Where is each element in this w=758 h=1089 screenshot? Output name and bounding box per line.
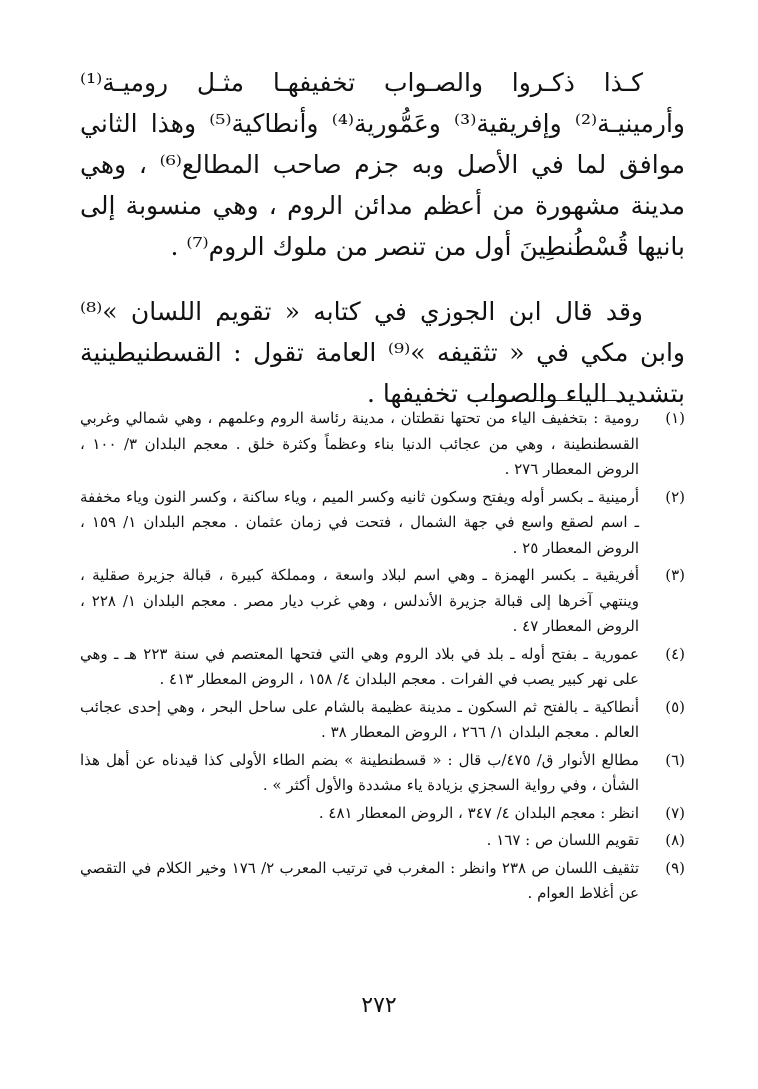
footnote-number: (٤) xyxy=(665,644,685,663)
footnote xyxy=(80,748,685,799)
footnote-separator xyxy=(473,400,678,401)
body-paragraph-1: كـذا ذكـروا والصـواب تخفيفهـا مثـل روميـة⁽¹⁾ وأرمينيـة⁽²⁾ وإفريقية⁽³⁾ وعَمُّورية⁽⁴⁾ وأنطاكية⁽⁵⁾ وهذا الثاني موافق لما في الأصل وبه جزم صاحب المطالع⁽⁶⁾ ، وهي مدينة مشهورة من أعظم مدائن الروم ، وهي منسوبة إلى بانيها قُسْطُنطِينَ أول من تنصر من ملوك الروم⁽⁷⁾ . xyxy=(80,68,685,261)
footnote xyxy=(80,406,685,483)
body-paragraph-2: وقد قال ابن الجوزي في كتابه « تقويم اللسان »⁽⁸⁾ وابن مكي في « تثقيفه »⁽⁹⁾ العامة تقول : القسطنيطينية بتشديد الياء والصواب تخفيفها . xyxy=(80,297,685,408)
footnote-text: تثقيف اللسان ص ٢٣٨ وانظر : المغرب في ترتيب المعرب ٢/ ١٧٦ وخير الكلام في التقصي عن أغلاط العوام . xyxy=(80,858,640,902)
footnote-text: أرمينية ـ بكسر أوله ويفتح وسكون ثانيه وكسر الميم ، وياء ساكنة ، وكسر النون وياء مخففة ـ اسم لصقع واسع في جهة الشمال ، فتحت في زمان عثمان . معجم البلدان ١/ ١٥٩ ، الروض المعطار ٢٥ . xyxy=(80,487,640,557)
footnote xyxy=(80,485,685,562)
footnote-number: (٥) xyxy=(665,697,685,716)
footnote xyxy=(80,856,685,907)
footnote-number: (٧) xyxy=(665,803,685,822)
footnote-number: (٩) xyxy=(665,858,685,877)
footnote-number: (٦) xyxy=(665,750,685,769)
footnotes xyxy=(80,406,685,909)
footnote-number: (٢) xyxy=(665,487,685,506)
footnote-number: (٨) xyxy=(665,831,685,849)
footnote xyxy=(80,642,685,693)
footnote-number: (١) xyxy=(665,409,685,427)
footnote xyxy=(80,563,685,640)
footnote-text: تقويم اللسان ص : ١٦٧ . xyxy=(486,831,639,849)
footnote xyxy=(80,695,685,746)
footnote xyxy=(80,828,685,854)
footnote-number: (٣) xyxy=(665,566,685,584)
footnote-text: أفريقية ـ بكسر الهمزة ـ وهي اسم لبلاد واسعة ، ومملكة كبيرة ، قبالة جزيرة صقلية ، وينتهي آخرها إلى قبالة جزيرة الأندلس ، وهي غرب ديار مصر . معجم البلدان ١/ ٢٢٨ ، الروض المعطار ٤٧ . xyxy=(80,566,640,635)
footnote-text: أنطاكية ـ بالفتح ثم السكون ـ مدينة عظيمة بالشام على ساحل البحر ، وهي إحدى عجائب العالم . معجم البلدان ١/ ٢٦٦ ، الروض المعطار ٣٨ . xyxy=(80,697,639,741)
footnote-text: مطالع الأنوار ق/ ٤٧٥/ب قال : « قسطنطينة » بضم الطاء الأولى كذا قيدناه عن أهل هذا الشأن ، وفي رواية السجزي بزيادة ياء مشددة والأول أكثر » . xyxy=(80,750,639,794)
footnote-text: عمورية ـ بفتح أوله ـ بلد في بلاد الروم وهي التي فتحها المعتصم في سنة ٢٢٣ هـ ـ وهي على نهر كبير يصب في الفرات . معجم البلدان ٤/ ١٥٨ ، الروض المعطار ٤١٣ . xyxy=(80,644,639,688)
page-number: ٢٧٢ xyxy=(361,993,397,1018)
footnote-text: انظر : معجم البلدان ٤/ ٣٤٧ ، الروض المعطار ٤٨١ . xyxy=(318,803,639,822)
footnote-text: رومية : بتخفيف الياء من تحتها نقطتان ، مدينة رئاسة الروم وعلمهم ، وهي شمالي وغربي القسطنطينة ، وهي من عجائب الدنيا بناء وعظماً وكثرة خلق . معجم البلدان ٣/ ١٠٠ ، الروض المعطار ٢٧٦ . xyxy=(80,409,640,478)
main-text xyxy=(80,62,685,414)
footnote xyxy=(80,801,685,827)
